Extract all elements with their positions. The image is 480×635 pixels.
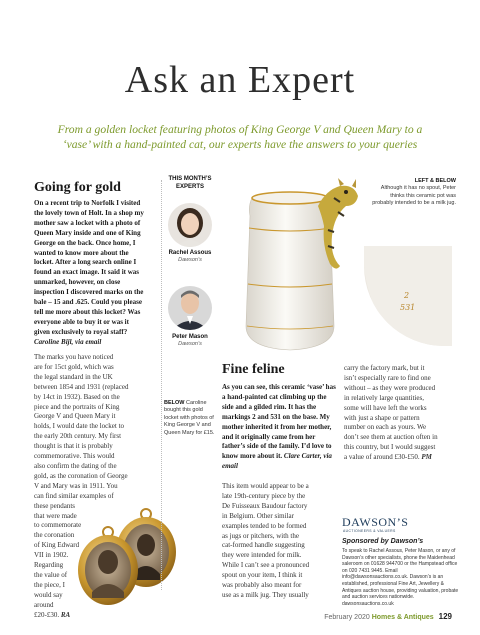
body-line: spout on your item, I think it: [222, 571, 303, 580]
body-line: Regarding: [34, 561, 64, 570]
body-line-last: [34, 611, 152, 621]
body-line: these pendants: [34, 501, 76, 510]
body-line-text: with just a shape or pattern: [344, 413, 420, 422]
body-line: they were intended for milk.: [222, 551, 302, 560]
body-line-text: don’t see them at auction often in: [344, 433, 438, 442]
body-line: examples tended to be formed: [222, 521, 307, 530]
gold-question-text: On a recent trip to Norfolk I visited the lovely town of Holt. In a shop my mother saw a locket with a photo of Queen Mary inside and one of King George on the back. Once home, I wanted to know more about the locket. After a long search online I found an exact image. It said it was unmarked, however, on close inspection I discovered marks on the bale – 15 and .625. Could you please tell me more about this locket? Was everyone able to buy it or was it given exclusively to royal staff?: [34, 199, 144, 336]
body-line: can find similar examples of: [34, 491, 114, 500]
gold-question-signature: Caroline Bijl, via email: [34, 337, 102, 346]
body-line: was probably also meant for: [222, 581, 302, 590]
page-title: Ask an Expert: [124, 59, 356, 101]
body-line: use as a milk jug. They usually: [222, 590, 309, 599]
body-line: V and Mary was in 1911. You: [34, 481, 118, 490]
body-line-text: without – as they were produced: [344, 383, 436, 392]
body-line-text: a value of around £30-£50.: [344, 453, 420, 462]
sponsor-text: To speak to Rachel Assous, Peter Mason, or any of Dawson’s other specialists, phone the Maidenhead saleroom on 01628 944700 or the Hampstead office on 020 7431 9445. Email info@dawsonsauctions.co.uk. Dawson’s is an established, professional Fine Art, Jewellery & Antiques auction house, providing valuation, probate and auction services nationwide. dawsonsauctions.co.uk: [342, 548, 459, 607]
feline-answer-signature: PM: [419, 453, 432, 462]
expert1-name: Rachel Assous: [168, 250, 212, 256]
body-line-text: isn’t especially rare to find one: [344, 373, 431, 382]
body-line-text: some will have left the works: [344, 403, 427, 412]
section-heading-gold: Going for gold: [34, 180, 121, 195]
body-line: would say: [34, 590, 63, 599]
expert-photo-peter: [168, 286, 212, 330]
body-line: in Belgium. Other similar: [222, 511, 294, 520]
body-line: the legal standard in the UK: [34, 372, 113, 381]
body-line: VII in 1902.: [34, 551, 69, 560]
caption-below: [164, 400, 216, 437]
body-line: [344, 423, 460, 433]
body-line: [344, 433, 460, 443]
body-line: The marks you have noticed: [34, 353, 114, 361]
avatar-peter: [168, 286, 212, 330]
body-line: [344, 384, 460, 394]
base-mark-531: 531: [400, 303, 416, 312]
body-line: around: [34, 600, 54, 609]
gold-answer-last: £20-£30.: [34, 610, 61, 619]
body-line: that were made: [34, 511, 77, 520]
caption-below-text: Caroline bought this gold locket with photos of King George V and Queen Mary for £15.: [164, 400, 215, 436]
section-heading-feline: Fine feline: [222, 362, 285, 377]
body-line: also confirm the dating of the: [34, 461, 117, 470]
footer-date: February 2020: [324, 614, 370, 621]
body-line: the coronation: [34, 531, 75, 540]
body-line: commemorative. This would: [34, 452, 115, 461]
body-line: as jugs or pitchers, with the: [222, 531, 299, 540]
caption-below-label: BELOW: [164, 400, 185, 406]
dawsons-logo-text: DAWSON’S: [342, 517, 409, 529]
body-line: [344, 414, 460, 424]
feline-question: [222, 383, 338, 472]
page-number: 129: [438, 612, 452, 621]
ceramic-jug-photo: [222, 176, 362, 354]
expert-photo-rachel: [168, 203, 212, 247]
column-divider: [161, 180, 162, 590]
caption-left-below: [372, 178, 456, 208]
body-line: thought is that it is probably: [34, 442, 113, 451]
locket-photo: [70, 490, 180, 608]
expert2-org: Dawson’s: [178, 341, 202, 347]
body-line: [344, 443, 460, 453]
jug-illustration: [222, 176, 362, 354]
body-line: This item would appear to be a: [222, 482, 309, 490]
body-line: cat-formed handle suggesting: [222, 541, 305, 550]
body-line-text: this country, but I would suggest: [344, 443, 436, 452]
caption-leftbelow-text: Although it has no spout, Peter thinks this ceramic pot was probably intended to be a milk jug.: [372, 185, 456, 207]
body-line: are for 15ct gold, which was: [34, 362, 114, 371]
body-line-text: in relatively large quantities,: [344, 393, 424, 402]
body-line: of King Edward: [34, 541, 80, 550]
body-line: the piece, I: [34, 580, 65, 589]
body-line: While I can’t see a pronounced: [222, 561, 310, 570]
avatar-rachel: [168, 203, 212, 247]
body-line: [344, 374, 460, 384]
body-line: De Fuisseaux Baudour factory: [222, 501, 308, 510]
body-line: the early 20th century. My first: [34, 432, 122, 441]
expert1-org: Dawson’s: [178, 257, 202, 263]
body-line: gold, as the coronation of George: [34, 471, 128, 480]
experts-heading: THIS MONTH’S EXPERTS: [168, 176, 212, 190]
body-line: between 1854 and 1931 (replaced: [34, 382, 129, 391]
body-line: [344, 364, 460, 374]
body-line: [344, 404, 460, 414]
feline-question-signature: Clare Carter, via email: [222, 452, 332, 471]
body-line: holds, I would date the locket to: [34, 422, 125, 431]
expert2-name: Peter Mason: [172, 334, 208, 340]
body-line: piece and the portraits of King: [34, 402, 120, 411]
sponsor-title: Sponsored by Dawson’s: [342, 538, 424, 545]
base-mark-2: 2: [404, 291, 410, 300]
feline-answer: [222, 482, 340, 601]
body-line-text: number on each as yours. We: [344, 423, 427, 432]
gold-answer-signature: RA: [60, 610, 71, 619]
body-line: by 14ct in 1932). Based on the: [34, 392, 120, 401]
body-line: [344, 453, 460, 463]
gold-question: [34, 199, 146, 348]
footer-magazine: Homes & Antiques: [371, 614, 434, 621]
lockets-illustration: [70, 490, 180, 608]
base-marks-photo: [364, 246, 452, 346]
page-footer: [324, 612, 452, 621]
body-line: late 19th-century piece by the: [222, 491, 306, 500]
body-line: George V and Queen Mary it: [34, 412, 116, 421]
body-line: to commemorate: [34, 521, 82, 530]
standfirst: From a golden locket featuring photos of King George V and Queen Mary to a ‘vase’ with a hand-painted cat, our experts have the answers to your queries: [57, 123, 423, 151]
dawsons-logo-sub: AUCTIONEERS & VALUERS: [343, 529, 396, 533]
body-line-text: carry the factory mark, but it: [344, 364, 425, 372]
base-marks-illustration: [364, 246, 452, 346]
body-line: the value of: [34, 570, 68, 579]
body-line: [344, 394, 460, 404]
caption-leftbelow-label: LEFT & BELOW: [414, 178, 456, 184]
feline-answer-cont: [344, 364, 460, 463]
feline-question-text: As you can see, this ceramic ‘vase’ has a hand-painted cat climbing up the side and a gilded rim. It has the markings 2 and 531 on the base. My mother inherited it from her mother, and it originally came from her father’s side of the family. I’d love to know more about it.: [222, 383, 336, 461]
